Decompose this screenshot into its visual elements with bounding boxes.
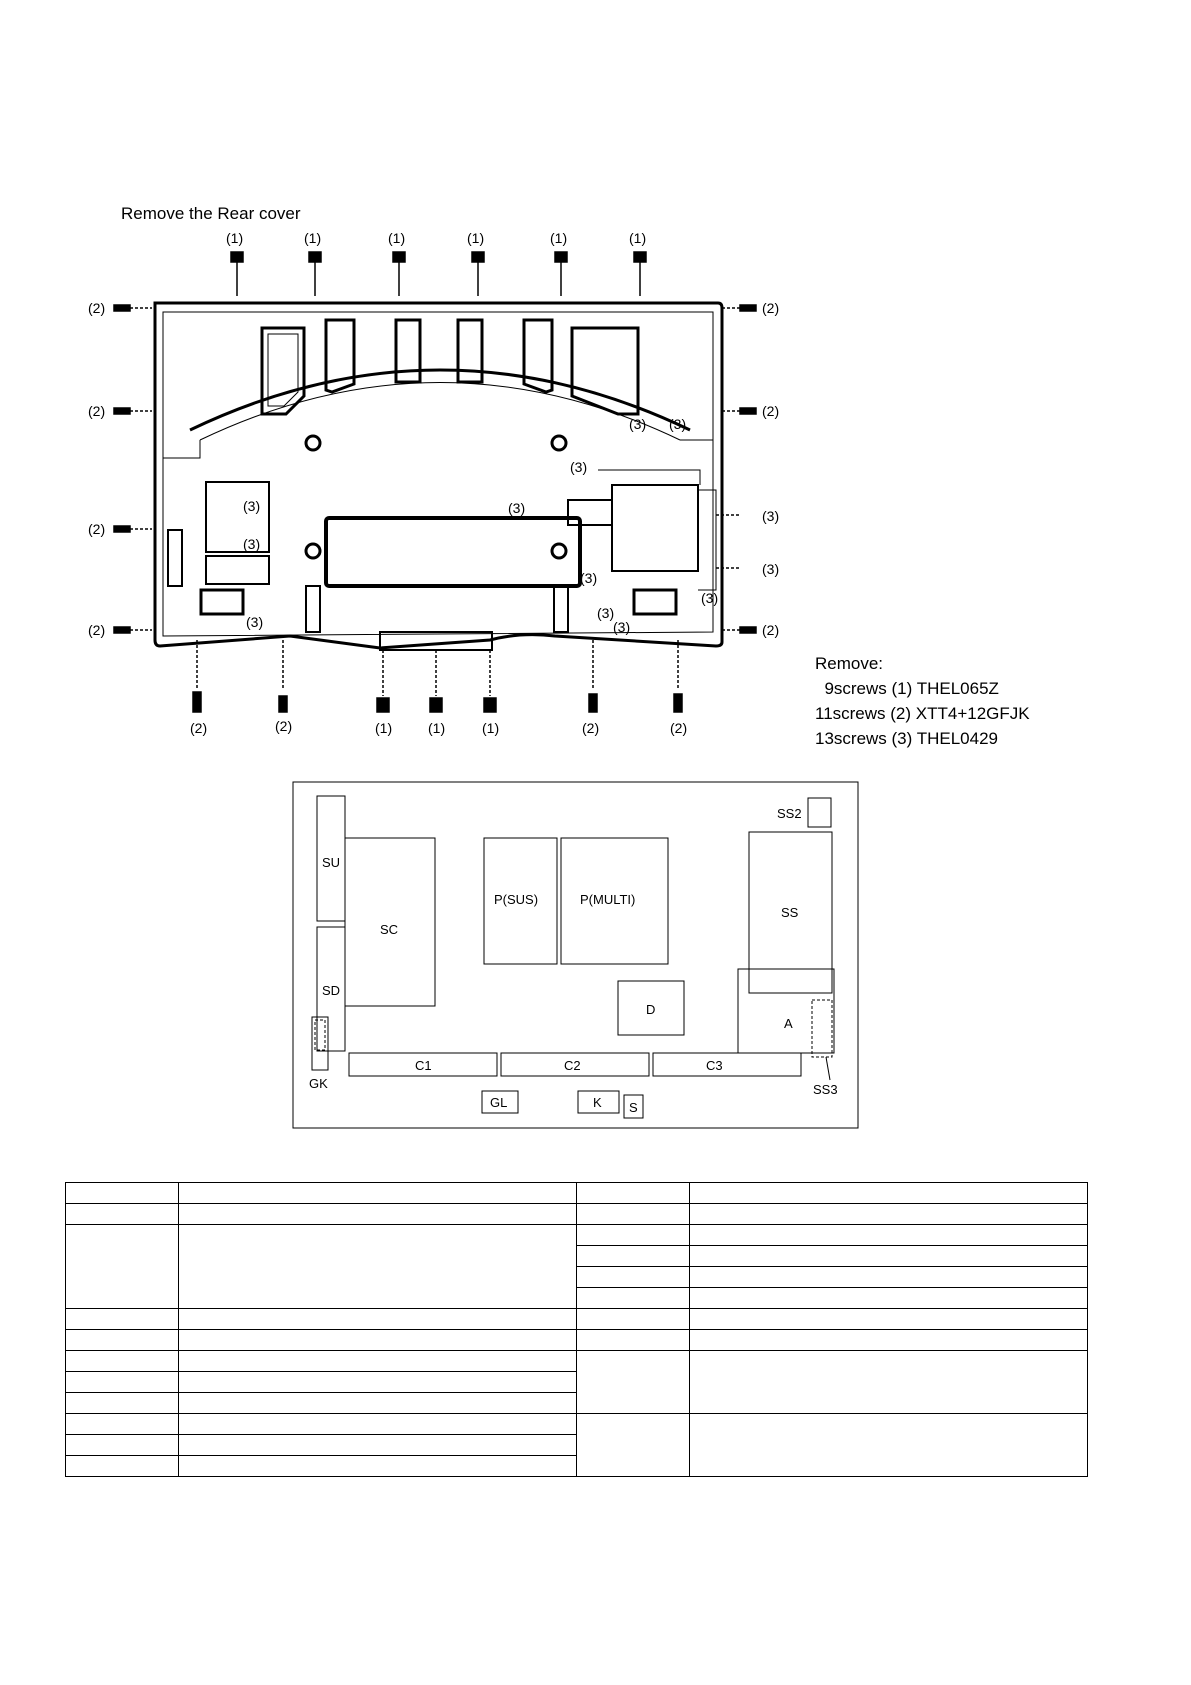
callout-1: (1) [482, 720, 500, 736]
callout-3: (3) [243, 536, 261, 552]
remove-line: 9screws (1) THEL065Z [815, 679, 999, 698]
callout-3: (3) [597, 605, 615, 621]
callout-1: (1) [388, 230, 406, 246]
callout-3: (3) [508, 500, 526, 516]
board-gk [312, 1017, 328, 1070]
label-d: D [646, 1002, 656, 1017]
board-a [738, 969, 834, 1053]
table-row [66, 1330, 1088, 1351]
callout-1: (1) [226, 230, 244, 246]
label-ss2: SS2 [777, 806, 802, 821]
table-row [66, 1351, 1088, 1372]
top-screws [231, 252, 646, 296]
board-s [624, 1095, 643, 1118]
table-row [66, 1225, 1088, 1246]
callout-2: (2) [88, 300, 106, 316]
remove-title: Remove: [815, 654, 884, 673]
callout-1: (1) [467, 230, 485, 246]
callout-1: (1) [629, 230, 647, 246]
callout-1: (1) [375, 720, 393, 736]
table-row [66, 1204, 1088, 1225]
page-heading: Remove the Rear cover [121, 204, 301, 223]
callout-2: (2) [582, 720, 600, 736]
table-row [66, 1309, 1088, 1330]
label-ss: SS [781, 905, 799, 920]
label-c1: C1 [415, 1058, 432, 1073]
board-ss [749, 832, 832, 993]
label-c2: C2 [564, 1058, 581, 1073]
board-sc [345, 838, 435, 1006]
label-ss3: SS3 [813, 1082, 838, 1097]
callout-3: (3) [246, 614, 264, 630]
remove-note [815, 651, 1030, 751]
board-table [65, 1182, 1088, 1477]
table-row [66, 1414, 1088, 1435]
label-su: SU [322, 855, 341, 870]
board-c2 [501, 1053, 649, 1076]
left-side-screws [114, 305, 152, 633]
remove-line: 11screws (2) XTT4+12GFJK [815, 704, 1030, 723]
callout-2: (2) [275, 718, 293, 734]
label-s: S [629, 1100, 638, 1115]
board-sd [317, 927, 345, 1051]
board-c3 [653, 1053, 801, 1076]
table-row [66, 1183, 1088, 1204]
label-k: K [593, 1095, 602, 1110]
callout-2: (2) [88, 622, 106, 638]
callout-2: (2) [88, 521, 106, 537]
callout-3: (3) [613, 619, 631, 635]
board-p-sus [484, 838, 557, 964]
callout-2: (2) [670, 720, 688, 736]
board-c1 [349, 1053, 497, 1076]
callout-3: (3) [762, 561, 780, 577]
board-d [618, 981, 684, 1035]
label-sc: SC [380, 922, 399, 937]
label-a: A [784, 1016, 793, 1031]
board-p-multi [561, 838, 668, 964]
callout-2: (2) [762, 300, 780, 316]
label-gl: GL [490, 1095, 508, 1110]
board-su [317, 796, 345, 921]
callout-3: (3) [629, 416, 647, 432]
callout-3: (3) [243, 498, 261, 514]
callout-2: (2) [762, 622, 780, 638]
board-ss2 [808, 798, 831, 827]
callout-2: (2) [88, 403, 106, 419]
label-sd: SD [322, 983, 341, 998]
remove-line: 13screws (3) THEL0429 [815, 729, 998, 748]
board-gl [482, 1091, 518, 1113]
label-c3: C3 [706, 1058, 723, 1073]
callout-1: (1) [428, 720, 446, 736]
callout-2: (2) [190, 720, 208, 736]
callout-3: (3) [669, 416, 687, 432]
callout-3: (3) [701, 590, 719, 606]
callout-3: (3) [570, 459, 588, 475]
rear-cover-diagram [0, 0, 1191, 760]
label-gk: GK [309, 1076, 328, 1091]
callout-3: (3) [762, 508, 780, 524]
callout-1: (1) [304, 230, 322, 246]
callout-2: (2) [762, 403, 780, 419]
label-p-multi: P(MULTI) [580, 892, 636, 907]
callout-1: (1) [550, 230, 568, 246]
label-p-sus: P(SUS) [494, 892, 539, 907]
callout-3: (3) [580, 570, 598, 586]
screw-icon [231, 252, 646, 296]
board-k [578, 1091, 619, 1113]
